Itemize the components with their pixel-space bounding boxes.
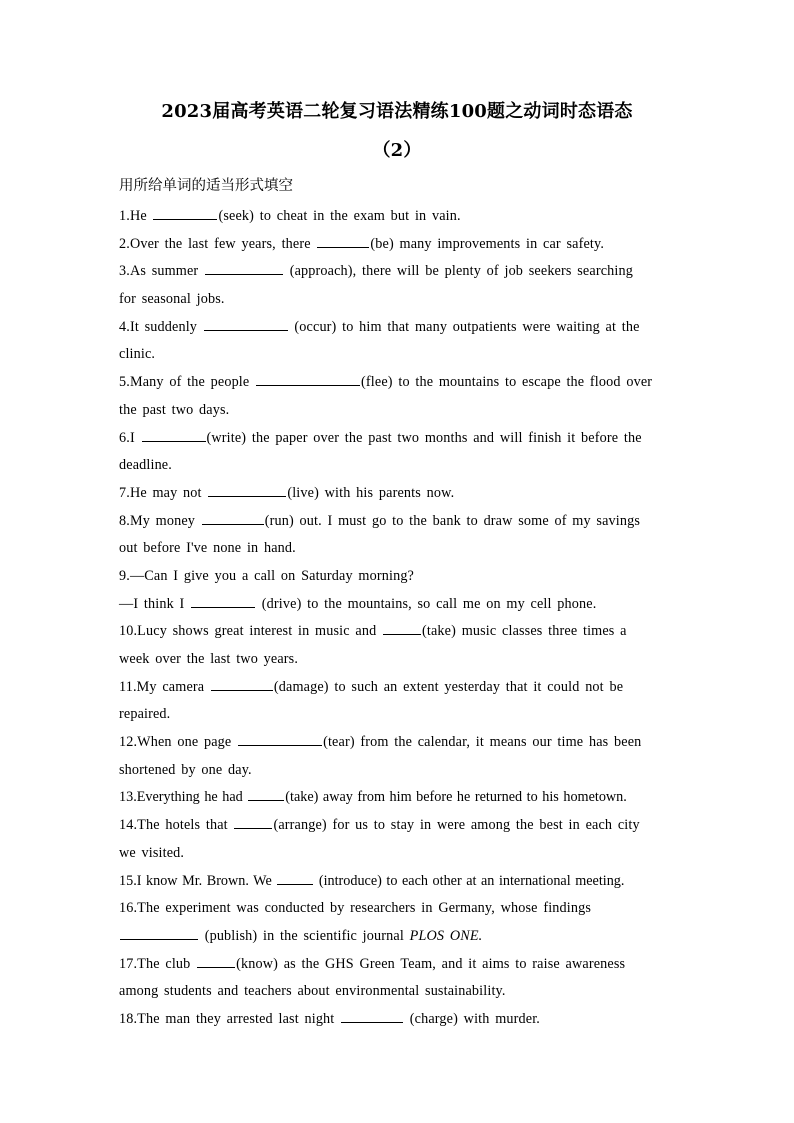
question-text: we visited. bbox=[119, 844, 185, 861]
answer-blank[interactable] bbox=[202, 510, 264, 525]
answer-blank[interactable] bbox=[153, 205, 217, 220]
question-line bbox=[119, 757, 679, 785]
question-line bbox=[119, 258, 679, 286]
question-text: (occur) to him that many outpatients were waiting at the bbox=[288, 318, 640, 335]
question-text: week over the last two years. bbox=[119, 651, 299, 667]
answer-blank[interactable] bbox=[197, 953, 235, 968]
question-list bbox=[119, 203, 679, 1034]
question-text: 5.Many of the people bbox=[119, 374, 256, 391]
question-text: 14.The hotels that bbox=[119, 817, 234, 834]
question-line bbox=[119, 701, 679, 729]
question-line bbox=[119, 646, 679, 674]
question-line bbox=[119, 535, 679, 563]
question-line bbox=[119, 923, 679, 951]
answer-blank[interactable] bbox=[208, 482, 286, 497]
question-item bbox=[119, 1006, 679, 1034]
question-line bbox=[119, 341, 679, 369]
question-item bbox=[119, 508, 679, 563]
question-item bbox=[119, 480, 679, 508]
journal-name: PLOS ONE. bbox=[409, 927, 483, 944]
answer-blank[interactable] bbox=[317, 233, 369, 248]
question-text: 2.Over the last few years, there bbox=[119, 235, 317, 252]
answer-blank[interactable] bbox=[383, 620, 421, 635]
question-text: (take) away from him before he returned to his hometown. bbox=[285, 789, 627, 806]
answer-blank[interactable] bbox=[234, 814, 272, 829]
question-text: the past two days. bbox=[119, 401, 230, 418]
question-item bbox=[119, 784, 679, 812]
question-line bbox=[119, 812, 679, 840]
question-text: (seek) to cheat in the exam but in vain. bbox=[218, 208, 461, 224]
question-text: —I think I bbox=[119, 595, 191, 612]
question-text: 13.Everything he had bbox=[119, 789, 248, 806]
question-line bbox=[119, 397, 679, 425]
question-text: (charge) with murder. bbox=[404, 1010, 540, 1027]
question-text: 4.It suddenly bbox=[119, 318, 203, 335]
question-item bbox=[119, 314, 679, 369]
answer-blank[interactable] bbox=[256, 371, 360, 386]
question-text: 8.My money bbox=[119, 512, 201, 529]
question-item bbox=[119, 203, 679, 231]
question-item bbox=[119, 563, 679, 618]
question-line bbox=[119, 674, 679, 702]
question-line bbox=[119, 563, 679, 591]
question-line bbox=[119, 369, 679, 397]
question-item bbox=[119, 868, 679, 896]
question-text: (know) as the GHS Green Team, and it aims to raise awareness bbox=[236, 955, 626, 972]
question-text: (approach), there will be plenty of job seekers searching bbox=[284, 263, 633, 280]
answer-blank[interactable] bbox=[191, 593, 255, 608]
question-text: shortened by one day. bbox=[119, 761, 252, 778]
question-text: (live) with his parents now. bbox=[287, 484, 455, 501]
question-text: deadline. bbox=[119, 457, 172, 474]
question-line bbox=[119, 452, 679, 480]
question-text: among students and teachers about environmental sustainability. bbox=[119, 983, 506, 1000]
question-item bbox=[119, 425, 679, 480]
answer-blank[interactable] bbox=[204, 316, 288, 331]
question-item bbox=[119, 674, 679, 729]
question-text: 16.The experiment was conducted by researchers in Germany, whose findings bbox=[119, 900, 592, 917]
question-item bbox=[119, 729, 679, 784]
question-line bbox=[119, 1006, 679, 1034]
question-text: for seasonal jobs. bbox=[119, 291, 225, 308]
instruction-text: 用所给单词的适当形式填空 bbox=[119, 178, 293, 194]
question-text: 6.I bbox=[119, 429, 141, 446]
question-text: (be) many improvements in car safety. bbox=[370, 235, 605, 252]
question-text: (tear) from the calendar, it means our time has been bbox=[323, 734, 642, 751]
question-line bbox=[119, 508, 679, 536]
question-item bbox=[119, 618, 679, 673]
answer-blank[interactable] bbox=[248, 786, 284, 801]
answer-blank[interactable] bbox=[238, 731, 322, 746]
question-text: (write) the paper over the past two months and will finish it before the bbox=[206, 429, 642, 446]
answer-blank[interactable] bbox=[341, 1008, 403, 1023]
question-item bbox=[119, 812, 679, 867]
question-item bbox=[119, 231, 679, 259]
question-line bbox=[119, 784, 679, 812]
question-text: 10.Lucy shows great interest in music and bbox=[119, 623, 383, 640]
document-subtitle: （2） bbox=[372, 140, 422, 161]
question-text: 18.The man they arrested last night bbox=[119, 1010, 341, 1027]
question-item bbox=[119, 369, 679, 424]
question-line bbox=[119, 286, 679, 314]
question-text: 1.He bbox=[119, 208, 153, 224]
question-line bbox=[119, 480, 679, 508]
answer-blank[interactable] bbox=[211, 676, 273, 691]
question-text: repaired. bbox=[119, 706, 171, 723]
question-line bbox=[119, 591, 679, 619]
question-text: 17.The club bbox=[119, 955, 197, 972]
question-item bbox=[119, 951, 679, 1006]
question-line bbox=[119, 840, 679, 868]
question-text: 11.My camera bbox=[119, 678, 210, 695]
answer-blank[interactable] bbox=[142, 427, 206, 442]
question-text: (run) out. I must go to the bank to draw some of my savings bbox=[264, 512, 641, 529]
question-text: (take) music classes three times a bbox=[422, 623, 627, 640]
question-text: (arrange) for us to stay in were among the best in each city bbox=[273, 817, 640, 834]
question-line bbox=[119, 729, 679, 757]
answer-blank[interactable] bbox=[205, 260, 283, 275]
question-text: 9.—Can I give you a call on Saturday morning? bbox=[119, 567, 415, 584]
question-text: (drive) to the mountains, so call me on my cell phone. bbox=[256, 595, 597, 612]
question-item bbox=[119, 258, 679, 313]
question-line bbox=[119, 978, 679, 1006]
question-line bbox=[119, 895, 679, 923]
question-line bbox=[119, 425, 679, 453]
document-title: 2023届高考英语二轮复习语法精练100题之动词时态语态 bbox=[161, 101, 633, 122]
answer-blank[interactable] bbox=[277, 870, 313, 885]
question-line bbox=[119, 203, 679, 231]
question-line bbox=[119, 314, 679, 342]
question-text: clinic. bbox=[119, 346, 156, 363]
question-item bbox=[119, 895, 679, 950]
question-text: (introduce) to each other at an international meeting. bbox=[314, 872, 625, 889]
question-text: (flee) to the mountains to escape the flood over bbox=[361, 374, 653, 391]
question-text: out before I've none in hand. bbox=[119, 540, 296, 557]
question-line bbox=[119, 951, 679, 979]
question-line bbox=[119, 868, 679, 896]
question-text: 3.As summer bbox=[119, 263, 205, 280]
question-text: (damage) to such an extent yesterday that it could not be bbox=[273, 678, 624, 695]
question-line bbox=[119, 231, 679, 259]
question-text: (publish) in the scientific journal bbox=[199, 927, 410, 944]
answer-blank[interactable] bbox=[120, 925, 198, 940]
question-text: 15.I know Mr. Brown. We bbox=[119, 872, 277, 889]
question-text: 12.When one page bbox=[119, 734, 238, 751]
question-line bbox=[119, 618, 679, 646]
question-text: 7.He may not bbox=[119, 484, 208, 501]
